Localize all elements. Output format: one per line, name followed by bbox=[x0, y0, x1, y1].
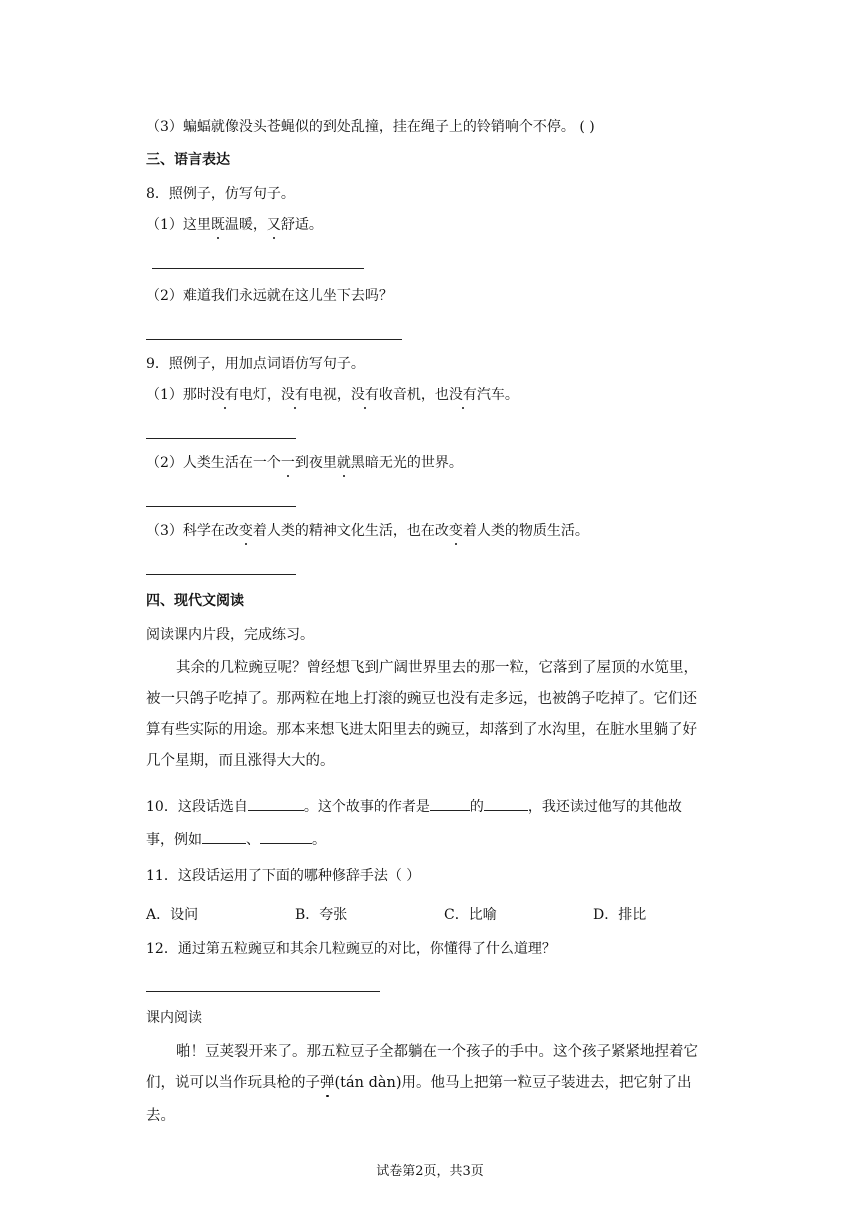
blank-source[interactable] bbox=[248, 796, 304, 811]
question-9-sentence-1: （1）那时没有电灯，没有电视，没有收音机，也没有汽车。 bbox=[146, 387, 519, 403]
reading-2-line-1: 啪！豆荚裂开来了。那五粒豆子全都躺在一个孩子的手中。这个孩子紧紧地捏着它 bbox=[176, 1044, 698, 1060]
answer-line-9-1[interactable] bbox=[146, 438, 296, 439]
reading-1-line-3: 算有些实际的用途。那本来想飞进太阳里去的豌豆，却落到了水沟里，在脏水里躺了好 bbox=[146, 722, 697, 738]
section-heading-reading: 四、现代文阅读 bbox=[146, 593, 244, 609]
blank-story-2[interactable] bbox=[260, 829, 312, 844]
reading-1-line-1: 其余的几粒豌豆呢？曾经想飞到广阔世界里去的那一粒，它落到了屋顶的水笕里， bbox=[176, 660, 698, 676]
answer-line-8-2[interactable] bbox=[146, 339, 402, 340]
option-a[interactable]: A．设问 bbox=[146, 907, 199, 923]
reading-1-intro: 阅读课内片段，完成练习。 bbox=[146, 627, 314, 643]
question-10-line-1: 10．这段话选自 。这个故事的作者是 的 ，我还读过他写的其他故 bbox=[146, 796, 682, 816]
reading-1-line-4: 几个星期，而且涨得大大的。 bbox=[146, 753, 335, 769]
blank-story-1[interactable] bbox=[202, 829, 246, 844]
answer-line-8-1[interactable] bbox=[152, 268, 364, 269]
section-heading-language: 三、语言表达 bbox=[146, 152, 230, 168]
blank-author[interactable] bbox=[484, 796, 528, 811]
question-12-title: 12．通过第五粒豌豆和其余几粒豌豆的对比，你懂得了什么道理？ bbox=[146, 941, 556, 957]
reading-1-line-2: 被一只鸽子吃掉了。那两粒在地上打滚的豌豆也没有走多远，也被鸽子吃掉了。它们还 bbox=[146, 691, 697, 707]
question-9-sentence-2: （2）人类生活在一个一到夜里就黑暗无光的世界。 bbox=[146, 455, 463, 471]
answer-line-9-3[interactable] bbox=[146, 574, 296, 575]
question-11-title: 11．这段话运用了下面的哪种修辞手法（ ） bbox=[146, 868, 421, 884]
reading-2-intro: 课内阅读 bbox=[146, 1010, 202, 1026]
reading-2-line-2: 们，说可以当作玩具枪的子弹(tán dàn)用。他马上把第一粒豆子装进去，把它射了出 bbox=[146, 1075, 692, 1091]
option-d[interactable]: D．排比 bbox=[593, 907, 647, 923]
blank-country[interactable] bbox=[430, 796, 470, 811]
option-c[interactable]: C．比喻 bbox=[444, 907, 497, 923]
question-9-title: 9．照例子，用加点词语仿写句子。 bbox=[146, 356, 365, 372]
option-b[interactable]: B．夸张 bbox=[295, 907, 348, 923]
question-8-sentence-1: （1）这里既温暖，又舒适。 bbox=[146, 217, 323, 233]
question-10-line-2: 事，例如 、 。 bbox=[146, 829, 326, 849]
answer-line-12[interactable] bbox=[146, 991, 380, 992]
question-8-title: 8．照例子，仿写句子。 bbox=[146, 186, 295, 202]
question-9-sentence-3: （3）科学在改变着人类的精神文化生活，也在改变着人类的物质生活。 bbox=[146, 523, 589, 539]
question-8-sentence-2: （2）难道我们永远就在这儿坐下去吗？ bbox=[146, 288, 393, 304]
reading-2-line-3: 去。 bbox=[146, 1108, 175, 1124]
answer-line-9-2[interactable] bbox=[146, 506, 296, 507]
q3-true-false: （3）蝙蝠就像没头苍蝇似的到处乱撞，挂在绳子上的铃销响个不停。 ( ) bbox=[146, 119, 595, 135]
page-footer: 试卷第2页，共3页 bbox=[376, 1164, 484, 1179]
